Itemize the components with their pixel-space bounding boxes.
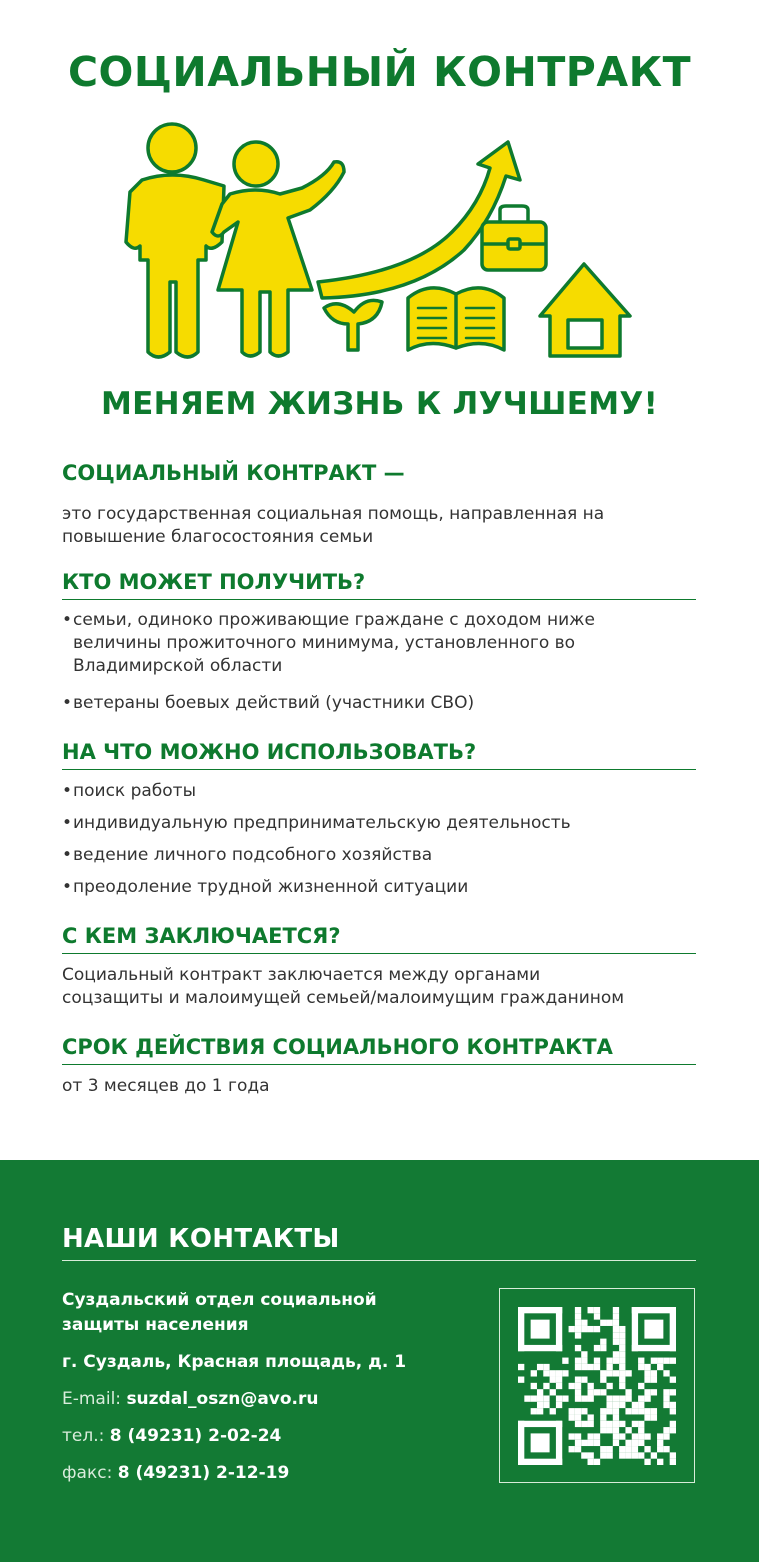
who-item-1-line-3: Владимирской области (73, 656, 283, 676)
list-item: • поиск работы (62, 780, 702, 803)
duration-text: от 3 месяцев до 1 года (62, 1076, 270, 1096)
fax-row (62, 1461, 289, 1486)
email-row (62, 1387, 319, 1412)
man-icon (126, 124, 224, 357)
with-whom-text (62, 964, 702, 1010)
usage-heading: НА ЧТО МОЖНО ИСПОЛЬЗОВАТЬ? (62, 740, 696, 770)
duration-heading: СРОК ДЕЙСТВИЯ СОЦИАЛЬНОГО КОНТРАКТА (62, 1035, 696, 1065)
growth-arrow-icon (318, 142, 520, 298)
email-link[interactable]: suzdal_oszn@avo.ru (126, 1389, 319, 1409)
org-name (62, 1288, 377, 1338)
org-name-line-1: Суздальский отдел социальной (62, 1290, 377, 1310)
who-list (62, 609, 702, 715)
phone-label: тел.: (62, 1426, 105, 1446)
woman-icon (212, 142, 344, 356)
definition-line-2: повышение благосостояния семьи (62, 527, 374, 547)
house-icon (540, 264, 630, 356)
list-item: • преодоление трудной жизненной ситуации (62, 876, 702, 899)
with-whom-heading: С КЕМ ЗАКЛЮЧАЕТСЯ? (62, 924, 696, 954)
with-whom-line-2: соцзащиты и малоимущей семьей/малоимущим гражданином (62, 988, 625, 1008)
fax-label: факс: (62, 1463, 113, 1483)
address: г. Суздаль, Красная площадь, д. 1 (62, 1352, 407, 1372)
main-title: СОЦИАЛЬНЫЙ КОНТРАКТ (67, 48, 692, 96)
qr-code-icon[interactable] (518, 1307, 676, 1465)
who-item-1-line-2: величины прожиточного минимума, установленного во (73, 633, 576, 653)
briefcase-icon (482, 206, 546, 270)
list-item: • ведение личного подсобного хозяйства (62, 844, 702, 867)
list-item: • индивидуальную предпринимательскую деятельность (62, 812, 702, 835)
who-item-1-line-1: • семьи, одиноко проживающие граждане с доходом ниже (73, 610, 595, 630)
fax-number: 8 (49231) 2-12-19 (117, 1463, 290, 1483)
hero-illustration (112, 112, 652, 374)
with-whom-line-1: Социальный контракт заключается между органами (62, 965, 541, 985)
email-label: E-mail: (62, 1389, 122, 1409)
slogan: МЕНЯЕМ ЖИЗНЬ К ЛУЧШЕМУ! (100, 386, 659, 422)
contacts-heading: НАШИ КОНТАКТЫ (62, 1224, 696, 1261)
list-item (62, 609, 702, 678)
who-heading: КТО МОЖЕТ ПОЛУЧИТЬ? (62, 570, 696, 600)
list-item (62, 692, 702, 715)
qr-code-frame (499, 1288, 695, 1483)
phone-number[interactable]: 8 (49231) 2-02-24 (109, 1426, 282, 1446)
sprout-icon (324, 300, 382, 350)
book-icon (408, 288, 504, 350)
org-name-line-2: защиты населения (62, 1315, 249, 1335)
phone-row (62, 1424, 281, 1449)
usage-list (62, 780, 702, 899)
who-item-2-line-1: • ветераны боевых действий (участники СВО) (73, 693, 475, 713)
definition-text (62, 503, 702, 549)
definition-heading: СОЦИАЛЬНЫЙ КОНТРАКТ — (62, 461, 405, 485)
contacts-footer (0, 1160, 759, 1562)
definition-line-1: это государственная социальная помощь, направленная на (62, 504, 605, 524)
